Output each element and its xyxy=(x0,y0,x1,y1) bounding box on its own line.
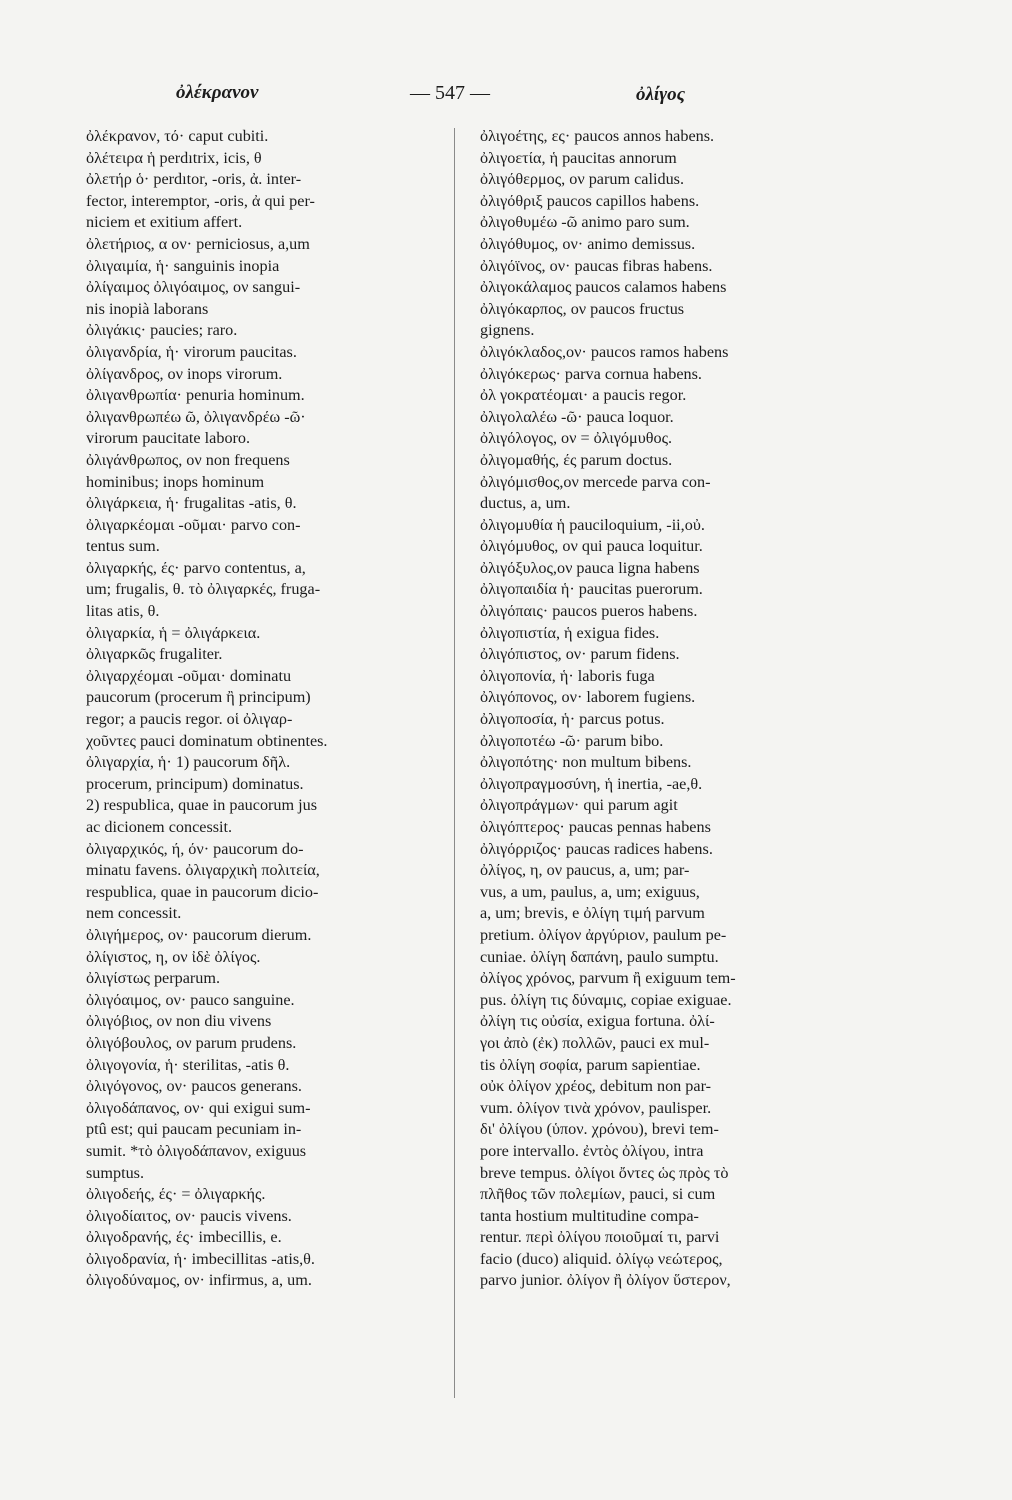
entry-line: ὀλιγανθρωπία· penuria hominum. xyxy=(86,386,305,405)
entry-line: ὀλιγαρχικός, ή, όν· paucorum do- xyxy=(86,839,304,858)
entry-line: breve tempus. ὀλίγοι ὄντες ὡς πρὸς τὸ xyxy=(480,1163,729,1182)
entry-line: ὀλιγαρκῶς frugaliter. xyxy=(86,645,223,664)
entry-line: ὀλιγοδίαιτος, ον· paucis vivens. xyxy=(86,1206,292,1225)
entry-line: ὀλιγαρχέομαι -οῦμαι· dominatu xyxy=(86,666,292,685)
entry-line: ὀλετήρ ὁ· perdıtor, -oris, ἀ. inter- xyxy=(86,170,302,189)
entry-line: facio (duco) aliquid. ὀλίγῳ νεώτερος, xyxy=(480,1249,723,1268)
left-column xyxy=(86,126,436,1292)
entry-line: ὀλιγομαθής, ές parum doctus. xyxy=(480,450,673,469)
entry-line: ὀλιγόκερως· parva cornua habens. xyxy=(480,364,702,383)
entry-line: fector, interemptor, -oris, ἀ qui per- xyxy=(86,191,315,210)
entry-line: ὀλιγοδύναμος, ον· infirmus, a, um. xyxy=(86,1271,312,1290)
entry-line: pore intervallo. ἐντὸς ὀλίγου, intra xyxy=(480,1141,704,1160)
entry-line: ptû est; qui paucam pecuniam in- xyxy=(86,1120,302,1139)
entry-line: minatu favens. ὀλιγαρχικὴ πολιτεία, xyxy=(86,861,320,880)
entry-line: γοι ἀπὸ (ἐκ) πολλῶν, pauci ex mul- xyxy=(480,1033,710,1052)
entry-line: ὀλιγομυθία ἡ pauciloquium, -ii,οὐ. xyxy=(480,515,705,534)
entry-line: ὀλ γοκρατέομαι· a paucis regor. xyxy=(480,386,687,405)
entry-line: ὀλιγάκις· paucies; raro. xyxy=(86,321,238,340)
entry-line: niciem et exitium affert. xyxy=(86,213,243,232)
entry-line: ὀλιγολαλέω -ῶ· pauca loquor. xyxy=(480,407,674,426)
entry-line: ὀλιγόρριζος· paucas radices habens. xyxy=(480,839,713,858)
entry-line: tentus sum. xyxy=(86,537,160,556)
entry-line: ὀλίγανδρος, ον inops virorum. xyxy=(86,364,283,383)
entry-line: ὀλιγοπονία, ἡ· laboris fuga xyxy=(480,666,655,685)
header-first-word: ὀλέκρανον xyxy=(176,82,259,103)
entry-line: οὐκ ὀλίγον χρέος, debitum non par- xyxy=(480,1077,712,1096)
entry-line: paucorum (procerum ἢ principum) xyxy=(86,688,311,707)
entry-line: pretium. ὀλίγον ἀργύριον, paulum pe- xyxy=(480,925,727,944)
entry-line: ὀλιγόμυθος, ον qui pauca loquitur. xyxy=(480,537,703,556)
entry-line: sumptus. xyxy=(86,1163,145,1182)
entry-line: a, um; brevis, e ὀλίγη τιμή parvum xyxy=(480,904,705,923)
entry-line: ὀλιγαρκία, ἡ = ὀλιγάρκεια. xyxy=(86,623,261,642)
entry-line: ὀλιγοδάπανος, ον· qui exigui sum- xyxy=(86,1098,311,1117)
entry-line: ὀλιγαιμία, ἡ· sanguinis inopia xyxy=(86,256,280,275)
entry-line: ὀλίγος χρόνος, parvum ἢ exiguum tem- xyxy=(480,969,736,988)
entry-line: parvo junior. ὀλίγον ἢ ὀλίγον ὕστερον, xyxy=(480,1271,731,1290)
entry-line: ὀλιγοπαιδία ἡ· paucitas puerorum. xyxy=(480,580,703,599)
entry-line: ὀλιγόξυλος,ον pauca ligna habens xyxy=(480,558,700,577)
entry-line: ductus, a, um. xyxy=(480,494,571,513)
entry-line: ὀλιγόθριξ paucos capillos habens. xyxy=(480,191,700,210)
entry-line: ὀλιγοποτέω -ῶ· parum bibo. xyxy=(480,731,664,750)
entry-line: vum. ὀλίγον τινὰ χρόνον, paulisper. xyxy=(480,1098,712,1117)
entry-line: regor; a paucis regor. οἱ ὀλιγαρ- xyxy=(86,710,293,729)
right-column xyxy=(480,126,850,1292)
entry-line: πλῆθος τῶν πολεμίων, pauci, si cum xyxy=(480,1185,716,1204)
entry-line: pus. ὀλίγη τις δύναμις, copiae exiguae. xyxy=(480,990,732,1009)
header-last-word: ὀλίγος xyxy=(636,84,686,105)
entry-line: ὀλιγοδεής, ές· = ὀλιγαρκής. xyxy=(86,1185,266,1204)
entry-line: cuniae. ὀλίγη δαπάνη, paulo sumptu. xyxy=(480,947,719,966)
page-header xyxy=(0,82,1012,112)
entry-line: litas atis, θ. xyxy=(86,602,160,621)
entry-line: ὀλιγόκλαδος,ον· paucos ramos habens xyxy=(480,342,729,361)
entry-line: sumit. *τὸ ὀλιγοδάπανον, exiguus xyxy=(86,1141,307,1160)
entry-line: ὀλιγοπιστία, ἡ exigua fides. xyxy=(480,623,660,642)
entry-line: ὀλιγόγονος, ον· paucos generans. xyxy=(86,1077,302,1096)
entry-line: ὀλιγάνθρωπος, ον non frequens xyxy=(86,450,290,469)
entry-line: respublica, quae in paucorum dicio- xyxy=(86,882,319,901)
entry-line: vus, a um, paulus, a, um; exiguus, xyxy=(480,882,700,901)
entry-line: ὀλιγήμερος, ον· paucorum dierum. xyxy=(86,925,312,944)
entry-line: ὀλιγίστως perparum. xyxy=(86,969,221,988)
entry-line: ὀλιγαρχία, ἡ· 1) paucorum δῆλ. xyxy=(86,753,291,772)
entry-line: ὀλιγόβουλος, ον parum prudens. xyxy=(86,1033,297,1052)
entry-line: tis ὀλίγη σοφία, parum sapientiae. xyxy=(480,1055,701,1074)
entry-line: δι' ὀλίγου (ὑπον. χρόνου), brevi tem- xyxy=(480,1120,719,1139)
entry-line: ὀλιγοποσία, ἡ· parcus potus. xyxy=(480,710,665,729)
entry-line: ὀλιγόπαις· paucos pueros habens. xyxy=(480,602,698,621)
entry-line: ὀλιγόβιος, ον non diu vivens xyxy=(86,1012,272,1031)
entry-line: hominibus; inops hominum xyxy=(86,472,265,491)
entry-line: ὀλιγοκάλαμος paucos calamos habens xyxy=(480,278,727,297)
entry-line: procerum, principum) dominatus. xyxy=(86,774,304,793)
column-divider xyxy=(454,128,455,1398)
entry-line: ὀλιγόπιστος, ον· parum fidens. xyxy=(480,645,680,664)
entry-line: ὀλετήριος, α ον· perniciosus, a,um xyxy=(86,234,310,253)
entry-line: ὀλιγανδρία, ἡ· virorum paucitas. xyxy=(86,342,297,361)
entry-line: virorum paucitate laboro. xyxy=(86,429,251,448)
entry-line: tanta hostium multitudine compa- xyxy=(480,1206,699,1225)
entry-line: ὀλιγανθρωπέω ῶ, ὀλιγανδρέω -ῶ· xyxy=(86,407,306,426)
entry-line: ὀλιγοδρανία, ἡ· imbecillitas -atis,θ. xyxy=(86,1249,315,1268)
entry-line: ὀλιγόϊνος, ον· paucas fibras habens. xyxy=(480,256,713,275)
entry-line: ὀλιγοθυμέω -ῶ animo paro sum. xyxy=(480,213,690,232)
entry-line: ὀλιγοδρανής, ές· imbecillis, e. xyxy=(86,1228,282,1247)
entry-line: ὀλίγαιμος ὀλιγόαιμος, ον sangui- xyxy=(86,278,301,297)
entry-line: rentur. περὶ ὀλίγου ποιοῦμαί τι, parvi xyxy=(480,1228,720,1247)
entry-line: ὀλιγόαιμος, ον· pauco sanguine. xyxy=(86,990,295,1009)
page-number: — 547 — xyxy=(410,82,490,104)
entry-line: ὀλιγόλογος, ον = ὀλιγόμυθος. xyxy=(480,429,673,448)
entry-line: nis inopià laborans xyxy=(86,299,209,318)
entry-line: um; frugalis, θ. τὸ ὀλιγαρκές, fruga- xyxy=(86,580,321,599)
entry-line: ὀλιγοπότης· non multum bibens. xyxy=(480,753,692,772)
entry-line: ὀλίγιστος, η, ον ἰδὲ ὀλίγος. xyxy=(86,947,261,966)
entry-line: ὀλιγαρκέομαι -οῦμαι· parvo con- xyxy=(86,515,301,534)
entry-line: ὀλιγοετία, ἡ paucitas annorum xyxy=(480,148,677,167)
entry-line: χοῦντες pauci dominatum obtinentes. xyxy=(86,731,328,750)
entry-line: 2) respublica, quae in paucorum jus xyxy=(86,796,318,815)
entry-line: ὀλιγοέτης, ες· paucos annos habens. xyxy=(480,127,715,145)
entry-line: gignens. xyxy=(480,321,535,340)
entry-line: ὀλίγη τις οὐσία, exigua fortuna. ὀλί- xyxy=(480,1012,715,1031)
entry-line: ὀλιγοπράγμων· qui parum agit xyxy=(480,796,678,815)
entry-line: ὀλίγος, η, ον paucus, a, um; par- xyxy=(480,861,690,880)
entry-line: ὀλιγόπτερος· paucas pennas habens xyxy=(480,818,711,836)
entry-line: ὀλιγόθυμος, ον· animo demissus. xyxy=(480,234,696,253)
entry-line: ac dicionem concessit. xyxy=(86,818,233,836)
entry-line: ὀλιγόθερμος, ον parum calidus. xyxy=(480,170,685,189)
entry-line: ὀλιγόκαρπος, ον paucos fructus xyxy=(480,299,685,318)
entry-line: ὀλιγοπραγμοσύνη, ἡ inertia, -ae,θ. xyxy=(480,774,703,793)
entry-line: ὀλιγάρκεια, ἡ· frugalitas -atis, θ. xyxy=(86,494,297,513)
entry-line: ὀλιγαρκής, ές· parvo contentus, a, xyxy=(86,558,306,577)
entry-line: ὀλιγόμισθος,ον mercede parva con- xyxy=(480,472,711,491)
entry-line: ὀλέκρανον, τό· caput cubiti. xyxy=(86,127,269,145)
entry-line: nem concessit. xyxy=(86,904,182,923)
entry-line: ὀλιγόπονος, ον· laborem fugiens. xyxy=(480,688,696,707)
entry-line: ὀλέτειρα ἡ perdıtrix, icis, θ xyxy=(86,148,262,167)
entry-line: ὀλιγογονία, ἡ· sterilitas, -atis θ. xyxy=(86,1055,290,1074)
